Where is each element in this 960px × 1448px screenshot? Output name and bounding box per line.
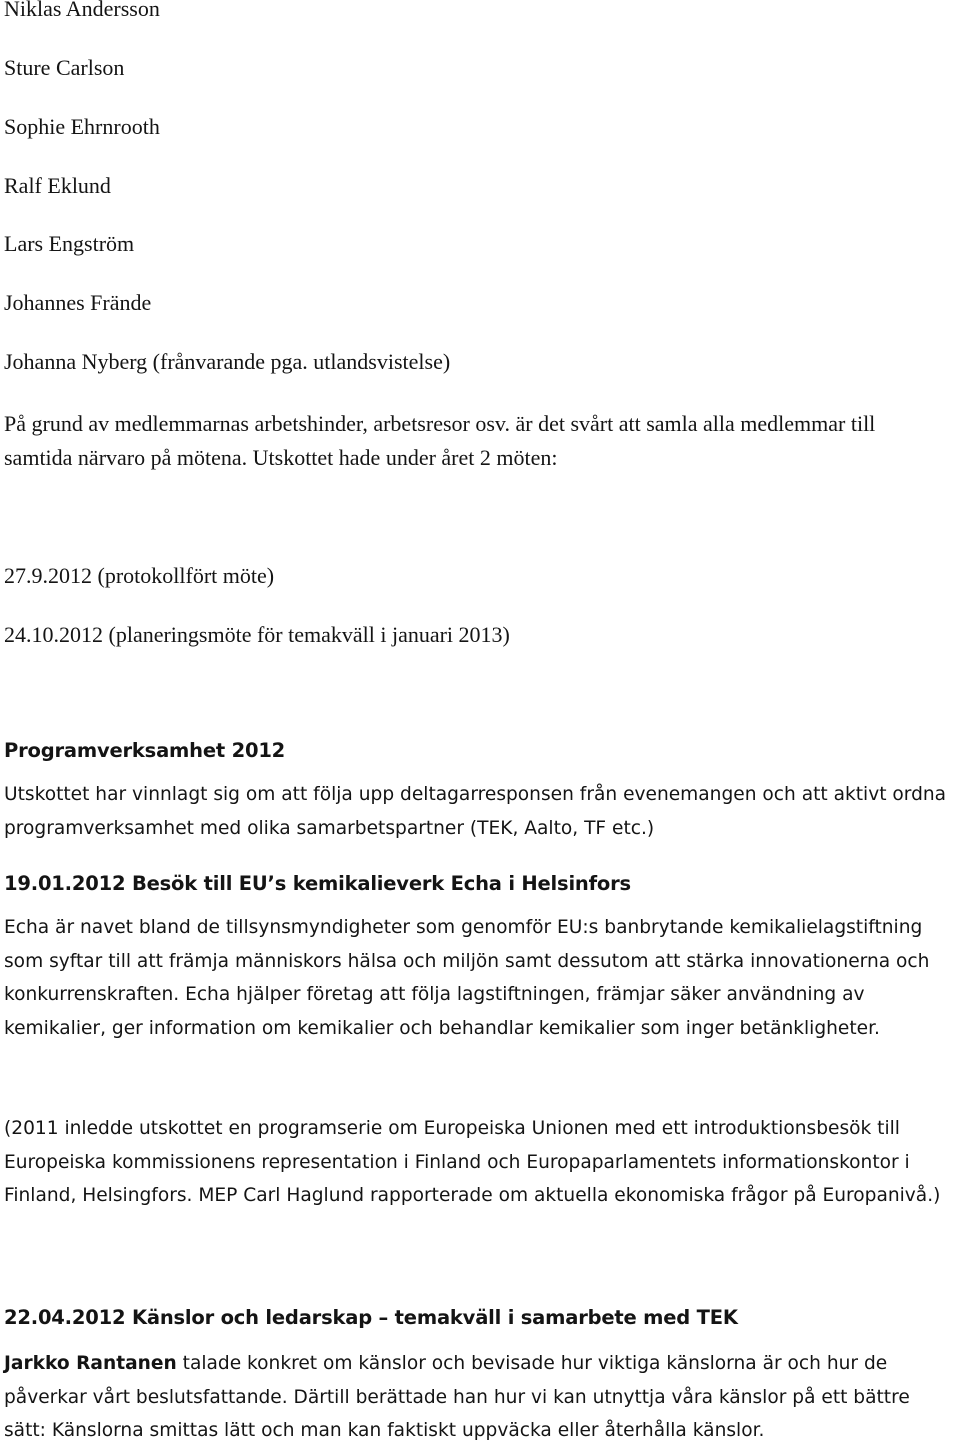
- event2-paragraph: [4, 1347, 949, 1448]
- event2-text: talade konkret om känslor och bevisade hur viktiga känslorna är och hur de påverkar vårt beslutsfattande. Därtill berättade han hur vi kan utnyttja våra känslor på ett bättre sätt: Känslorna smittas lätt och man kan faktiskt uppväcka eller återhålla känslor.: [4, 1353, 910, 1441]
- meeting-item: 27.9.2012 (protokollfört möte): [4, 563, 275, 588]
- event1-text: Echa är navet bland de tillsynsmyndigheter som genomför EU:s banbrytande kemikalielagstiftning som syftar till att främja människors hälsa och miljön samt dessutom att stärka innovationerna och konkurrenskraften. Echa hjälper företag att följa lagstiftningen, främjar säker användning av kemikalier, ger information om kemikalier och behandlar kemikalier som inger betänkligheter.: [4, 917, 930, 1039]
- member-name: Niklas Andersson: [4, 0, 160, 21]
- program-text: Utskottet har vinnlagt sig om att följa upp deltagarresponsen från evenemangen och att aktivt ordna programverksamhet med olika samarbetspartner (TEK, Aalto, TF etc.): [4, 784, 947, 839]
- program-heading: Programverksamhet 2012: [4, 739, 286, 762]
- member-name: Ralf Eklund: [4, 173, 111, 198]
- meetings-intro: På grund av medlemmarnas arbetshinder, arbetsresor osv. är det svårt att samla alla medlemmar till samtida närvaro på mötena. Utskottet hade under året 2 möten:: [4, 411, 876, 470]
- event1-note: (2011 inledde utskottet en programserie om Europeiska Unionen med ett introduktionsbesök till Europeiska kommissionens representation i Finland och Europaparlamentets informationskontor i Finland, Helsingfors. MEP Carl Haglund rapporterade om aktuella ekonomiska frågor på Europanivå.): [4, 1118, 941, 1206]
- member-name: Lars Engström: [4, 231, 135, 256]
- event2-heading: 22.04.2012 Känslor och ledarskap – temakväll i samarbete med TEK: [4, 1306, 738, 1329]
- event1-heading: 19.01.2012 Besök till EU’s kemikalieverk Echa i Helsinfors: [4, 872, 631, 895]
- speaker-name: Jarkko Rantanen: [4, 1353, 177, 1374]
- member-name: Sture Carlson: [4, 55, 125, 80]
- member-name: Sophie Ehrnrooth: [4, 114, 160, 139]
- member-name: Johannes Frände: [4, 290, 152, 315]
- meeting-item: 24.10.2012 (planeringsmöte för temakväll i januari 2013): [4, 622, 510, 647]
- member-name: Johanna Nyberg (frånvarande pga. utlandsvistelse): [4, 349, 451, 374]
